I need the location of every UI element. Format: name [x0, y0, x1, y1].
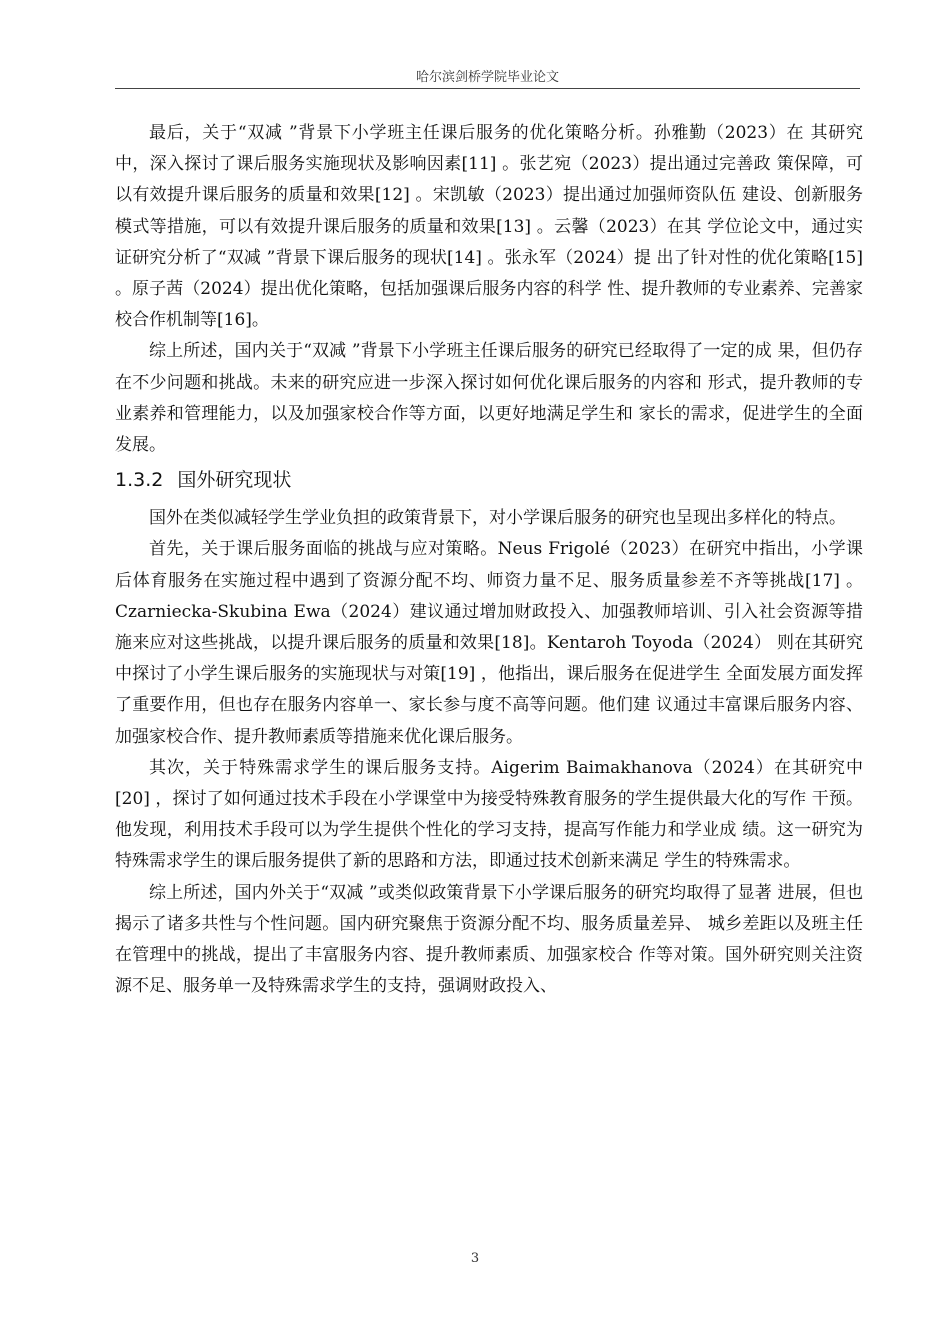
- section-title: 国外研究现状: [177, 469, 292, 492]
- paragraph-special-needs: 其次，关于特殊需求学生的课后服务支持。Aigerim Baimakhanova（2024）在其研究中 [20] ，探讨了如何通过技术手段在小学课堂中为接受特殊教育服务的学生提供最大化的写作 干预。他发现，利用技术手段可以为学生提供个性化的学习支持，提高写作能力和学业成 绩。这一研究为特殊需求学生的课后服务提供了新的思路和方法，即通过技术创新来满足 学生的特殊需求。: [115, 757, 863, 872]
- running-header: 哈尔滨剑桥学院毕业论文: [415, 70, 559, 85]
- page-body: [115, 118, 863, 1002]
- paragraph-domestic-strategies: 最后，关于“双减 ”背景下小学班主任课后服务的优化策略分析。孙雅勤（2023）在 其研究中，深入探讨了课后服务实施现状及影响因素[11] 。张艺宛（2023）提出通过完善政 策保障，可以有效提升课后服务的质量和效果[12] 。宋凯敏（2023）提出通过加强师资队伍 建设、创新服务模式等措施，可以有效提升课后服务的质量和效果[13] 。云馨（2023）在其 学位论文中，通过实证研究分析了“双减 ”背景下课后服务的现状[14] 。张永军（2024）提 出了针对性的优化策略[15] 。原子茜（2024）提出优化策略，包括加强课后服务内容的科学 性、提升教师的专业素养、完善家校合作机制等[16]。: [115, 123, 863, 331]
- paragraph-domestic-summary: 综上所述，国内关于“双减 ”背景下小学班主任课后服务的研究已经取得了一定的成 果，但仍存在不少问题和挑战。未来的研究应进一步深入探讨如何优化课后服务的内容和 形式，提升教师的专业素养和管理能力，以及加强家校合作等方面，以更好地满足学生和 家长的需求，促进学生的全面发展。: [115, 341, 863, 456]
- page-number: 3: [470, 1251, 480, 1266]
- header-divider: [115, 88, 860, 89]
- paragraph-overall-summary: 综上所述，国内外关于“双减 ”或类似政策背景下小学课后服务的研究均取得了显著 进展，但也揭示了诸多共性与个性问题。国内研究聚焦于资源分配不均、服务质量差异、 城乡差距以及班主任在管理中的挑战，提出了丰富服务内容、提升教师素质、加强家校合 作等对策。国外研究则关注资源不足、服务单一及特殊需求学生的支持，强调财政投入、: [115, 882, 863, 997]
- paragraph-foreign-intro: 国外在类似减轻学生学业负担的政策背景下，对小学课后服务的研究也呈现出多样化的特点。: [149, 508, 846, 529]
- paragraph-foreign-challenges: 首先，关于课后服务面临的挑战与应对策略。Neus Frigolé（2023）在研究中指出，小学课后体育服务在实施过程中遇到了资源分配不均、师资力量不足、服务质量参差不齐等挑战[17] 。Czarniecka-Skubina Ewa（2024）建议通过增加财政投入、加强教师培训、引入社会资源等措施来应对这些挑战，以提升课后服务的质量和效果[18]。Kentaroh Toyoda（2024） 则在其研究中探讨了小学生课后服务的实施现状与对策[19] ，他指出，课后服务在促进学生 全面发展方面发挥了重要作用，但也存在服务内容单一、家长参与度不高等问题。他们建 议通过丰富课后服务内容、加强家校合作、提升教师素质等措施来优化课后服务。: [115, 539, 863, 747]
- section-heading: [115, 463, 863, 497]
- section-number: 1.3.2: [115, 469, 164, 492]
